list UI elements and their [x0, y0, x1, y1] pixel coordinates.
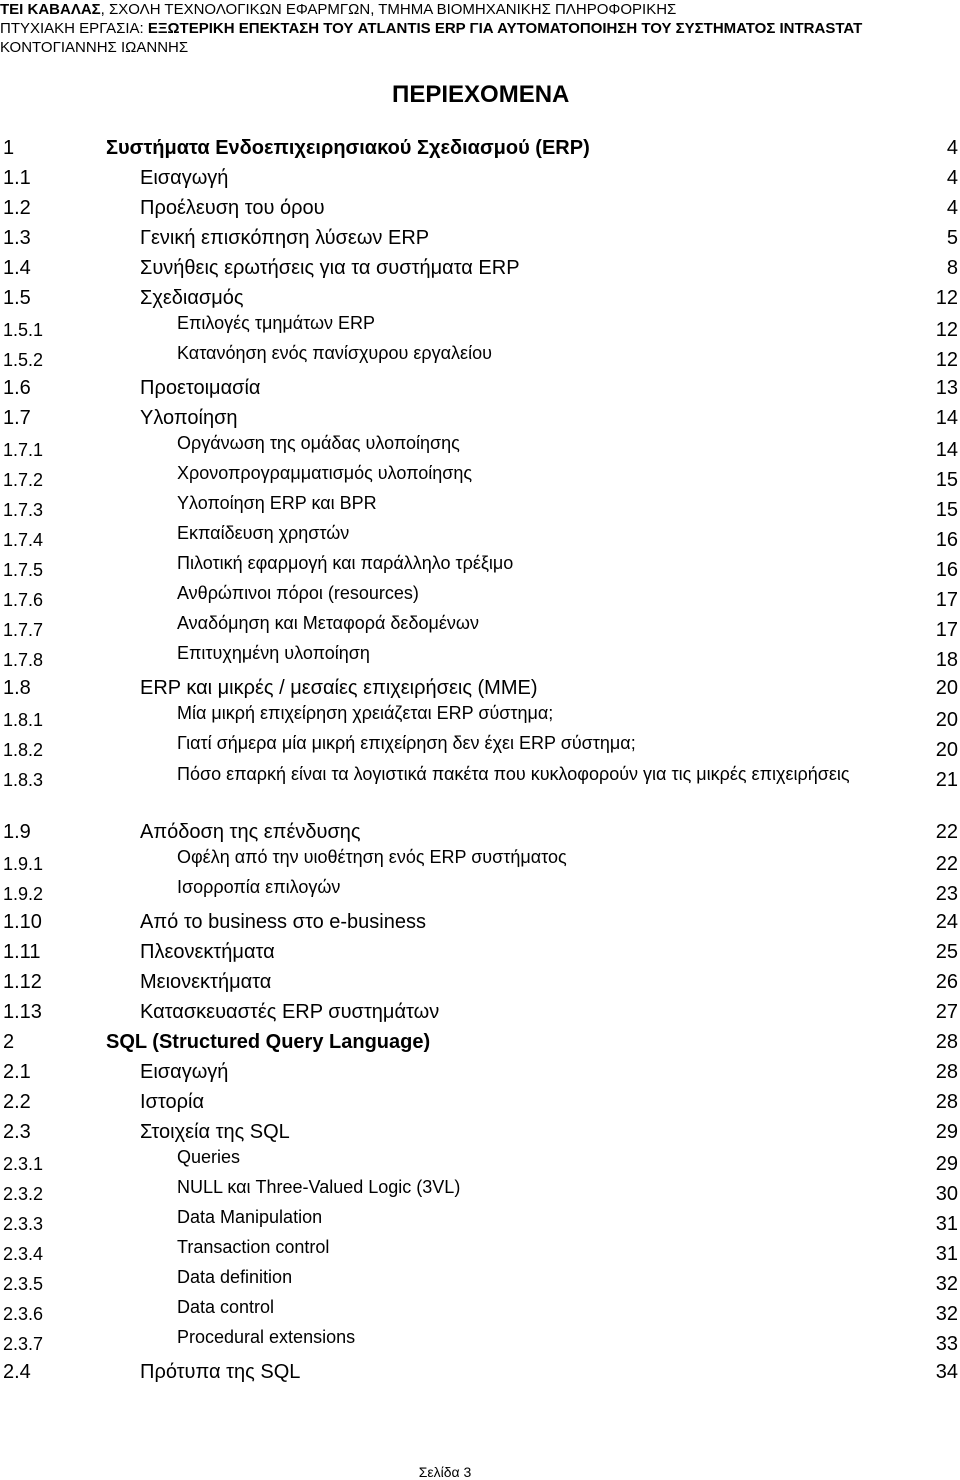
toc-entry-page: 29 — [935, 1121, 958, 1143]
toc-entry[interactable] — [0, 1116, 960, 1146]
toc-entry[interactable] — [0, 1236, 960, 1266]
toc-entry[interactable] — [0, 522, 960, 552]
toc-entry-title: Data control — [177, 1297, 275, 1317]
toc-entry-page: 8 — [946, 257, 958, 279]
toc-entry-page: 25 — [935, 941, 958, 963]
toc-entry-page: 17 — [935, 619, 958, 641]
toc-entry[interactable] — [0, 762, 960, 816]
toc-entry-page: 4 — [946, 137, 958, 159]
toc-entry-number: 1.12 — [3, 971, 42, 993]
toc-entry-title: Μειονεκτήματα — [140, 971, 272, 993]
toc-entry-page: 28 — [935, 1061, 958, 1083]
toc-entry-page: 21 — [935, 769, 958, 791]
toc-entry-number: 1.8.1 — [3, 710, 44, 730]
toc-entry-title: Πιλοτική εφαρμογή και παράλληλο τρέξιμο — [177, 553, 514, 573]
toc-entry[interactable] — [0, 402, 960, 432]
toc-entry-page: 12 — [935, 287, 958, 309]
toc-entry[interactable] — [0, 612, 960, 642]
toc-entry-page: 18 — [935, 649, 958, 671]
page-number: Σελίδα 3 — [418, 1464, 472, 1480]
toc-entry-title: Σχεδιασμός — [140, 287, 244, 309]
toc-entry[interactable] — [0, 906, 960, 936]
toc-entry[interactable] — [0, 342, 960, 372]
toc-entry-page: 32 — [935, 1273, 958, 1295]
toc-entry-page: 12 — [935, 319, 958, 341]
toc-entry-number: 1.5.2 — [3, 350, 44, 370]
toc-entry-page: 32 — [935, 1303, 958, 1325]
toc-entry-number: 1.1 — [3, 167, 31, 189]
toc-entry-number: 2.2 — [3, 1091, 31, 1113]
toc-entry[interactable] — [0, 1176, 960, 1206]
toc-entry-title: Εισαγωγή — [140, 167, 229, 189]
toc-entry-page: 12 — [935, 349, 958, 371]
toc-entry-number: 2 — [3, 1031, 15, 1053]
toc-heading: ΠΕΡΙΕΧΟΜΕΝΑ — [392, 81, 570, 108]
toc-entry[interactable] — [0, 1146, 960, 1176]
toc-entry[interactable] — [0, 732, 960, 762]
toc-entry[interactable] — [0, 252, 960, 282]
toc-entry-title: Ιστορία — [140, 1091, 205, 1113]
toc-entry[interactable] — [0, 492, 960, 522]
toc-entry-page: 14 — [935, 407, 958, 429]
toc-entry-page: 20 — [935, 739, 958, 761]
toc-entry-title: Γενική επισκόπηση λύσεων ERP — [140, 227, 430, 249]
toc-entry[interactable] — [0, 846, 960, 876]
toc-entry-page: 16 — [935, 529, 958, 551]
toc-entry-page: 27 — [935, 1001, 958, 1023]
toc-entry-page: 16 — [935, 559, 958, 581]
toc-entry-page: 14 — [935, 439, 958, 461]
toc-entry-title: Procedural extensions — [177, 1327, 356, 1347]
toc-entry-number: 1.7.6 — [3, 590, 44, 610]
toc-entry-number: 1.2 — [3, 197, 31, 219]
toc-entry[interactable] — [0, 432, 960, 462]
toc-entry-title: Μία μικρή επιχείρηση χρειάζεται ERP σύστημα; — [177, 703, 554, 723]
toc-entry-number: 1.7.3 — [3, 500, 44, 520]
header-thesis-title: ΕΞΩΤΕΡΙΚΗ ΕΠΕΚΤΑΣΗ ΤΟΥ ATLANTIS ERP ΓΙΑ ΑΥΤΟΜΑΤΟΠΟΙΗΣΗ ΤΟΥ ΣΥΣΤΗΜΑΤΟΣ INTRASTAT — [147, 20, 863, 37]
toc-entry[interactable] — [0, 996, 960, 1026]
toc-entry-title: ERP και μικρές / μεσαίες επιχειρήσεις (ΜΜΕ) — [140, 677, 538, 699]
toc-entry-number: 1.9.1 — [3, 854, 44, 874]
toc-entry-number: 2.3.7 — [3, 1334, 44, 1354]
toc-entry-number: 1.13 — [3, 1001, 42, 1023]
toc-entry-title: Απόδοση της επένδυσης — [140, 821, 361, 843]
toc-entry-title: Data definition — [177, 1267, 293, 1287]
toc-entry[interactable] — [0, 1206, 960, 1236]
toc-entry-number: 1.7.5 — [3, 560, 44, 580]
toc-entry-page: 15 — [935, 469, 958, 491]
toc-entry-page: 22 — [935, 853, 958, 875]
header-school-department: , ΣΧΟΛΗ ΤΕΧΝΟΛΟΓΙΚΩΝ ΕΦΑΡΜΓΩΝ, ΤΜΗΜΑ ΒΙΟΜΗΧΑΝΙΚΗΣ ΠΛΗΡΟΦΟΡΙΚΗΣ — [100, 1, 677, 18]
toc-entry-title: Εκπαίδευση χρηστών — [177, 523, 350, 543]
toc-entry[interactable] — [0, 1296, 960, 1326]
toc-entry-page: 13 — [935, 377, 958, 399]
toc-entry-page: 23 — [935, 883, 958, 905]
toc-entry[interactable] — [0, 1086, 960, 1116]
toc-entry[interactable] — [0, 1056, 960, 1086]
toc-entry-title: Κατανόηση ενός πανίσχυρου εργαλείου — [177, 343, 492, 363]
toc-entry[interactable] — [0, 936, 960, 966]
toc-entry-number: 1.9.2 — [3, 884, 44, 904]
toc-entry-number: 1.4 — [3, 257, 31, 279]
toc-entry[interactable] — [0, 192, 960, 222]
header-author: ΚΟΝΤΟΓΙΑΝΝΗΣ ΙΩΑΝΝΗΣ — [0, 39, 189, 56]
toc-entry-title: Εισαγωγή — [140, 1061, 229, 1083]
toc-entry-title: NULL και Three-Valued Logic (3VL) — [177, 1177, 461, 1197]
toc-entry-page: 17 — [935, 589, 958, 611]
toc-entry-number: 2.1 — [3, 1061, 31, 1083]
toc-entry-number: 1.10 — [3, 911, 42, 933]
toc-entry[interactable] — [0, 372, 960, 402]
toc-entry-title: Επιτυχημένη υλοποίηση — [177, 643, 370, 663]
toc-entry[interactable] — [0, 876, 960, 906]
toc-entry-number: 1.6 — [3, 377, 31, 399]
toc-entry-page: 20 — [935, 677, 958, 699]
toc-entry-page: 4 — [946, 167, 958, 189]
toc-entry[interactable] — [0, 1356, 960, 1386]
toc-entry-title: Transaction control — [177, 1237, 330, 1257]
toc-entry-number: 1.5 — [3, 287, 31, 309]
toc-entry-title: Από το business στο e-business — [140, 911, 426, 933]
toc-entry-page: 26 — [935, 971, 958, 993]
header-institution: ΤΕΙ ΚΑΒΑΛΑΣ — [0, 1, 101, 18]
toc-entry-title: Προετοιμασία — [140, 377, 261, 399]
toc-entry-page: 20 — [935, 709, 958, 731]
toc-entry[interactable] — [0, 282, 960, 312]
toc-entry-title: Ισορροπία επιλογών — [177, 877, 341, 897]
toc-entry-title: Κατασκευαστές ERP συστημάτων — [140, 1001, 440, 1023]
toc-entry-title: Πλεονεκτήματα — [140, 941, 275, 963]
toc-entry-page: 29 — [935, 1153, 958, 1175]
toc-entry-page: 28 — [935, 1031, 958, 1053]
toc-entry[interactable] — [0, 132, 960, 162]
toc-entry[interactable] — [0, 642, 960, 672]
toc-entry-number: 2.3.5 — [3, 1274, 44, 1294]
toc-entry[interactable] — [0, 1326, 960, 1356]
toc-entry[interactable] — [0, 816, 960, 846]
toc-entry-title: Υλοποίηση ERP και BPR — [177, 493, 377, 513]
toc-entry-number: 1.8.2 — [3, 740, 44, 760]
toc-entry-page: 33 — [935, 1333, 958, 1355]
toc-entry-number: 2.3.3 — [3, 1214, 44, 1234]
toc-entry-page: 30 — [935, 1183, 958, 1205]
toc-entry-number: 2.3 — [3, 1121, 31, 1143]
toc-entry-number: 1.7 — [3, 407, 31, 429]
toc-entry-number: 1.8 — [3, 677, 31, 699]
toc-entry-title: Ανθρώπινοι πόροι (resources) — [177, 583, 419, 603]
toc-entry[interactable] — [0, 222, 960, 252]
toc-entry-title: Αναδόμηση και Μεταφορά δεδομένων — [177, 613, 479, 633]
toc-entry-number: 2.3.2 — [3, 1184, 44, 1204]
toc-entry-title: Οφέλη από την υιοθέτηση ενός ERP συστήματος — [177, 847, 567, 867]
toc-entry-number: 2.3.4 — [3, 1244, 44, 1264]
toc-entry-title: Προέλευση του όρου — [140, 197, 325, 219]
toc-entry-number: 2.3.1 — [3, 1154, 44, 1174]
toc-entry-title: SQL (Structured Query Language) — [106, 1031, 431, 1053]
toc-entry-number: 1.7.7 — [3, 620, 44, 640]
toc-entry-page: 5 — [946, 227, 958, 249]
toc-entry-number: 1.7.2 — [3, 470, 44, 490]
toc-entry-number: 1.9 — [3, 821, 31, 843]
toc-entry-title: Πόσο επαρκή είναι τα λογιστικά πακέτα που κυκλοφορούν για τις μικρές επιχειρήσεις — [177, 764, 850, 784]
toc-entry-number: 1.7.4 — [3, 530, 44, 550]
toc-entry[interactable] — [0, 582, 960, 612]
toc-entry[interactable] — [0, 1266, 960, 1296]
toc-entry-page: 24 — [935, 911, 958, 933]
toc-entry-number: 1 — [3, 137, 15, 159]
toc-entry-title: Οργάνωση της ομάδας υλοποίησης — [177, 433, 460, 453]
toc-entry[interactable] — [0, 702, 960, 732]
toc-entry-title: Γιατί σήμερα μία μικρή επιχείρηση δεν έχει ERP σύστημα; — [177, 733, 636, 753]
toc-entry-page: 34 — [935, 1361, 958, 1383]
toc-entry-page: 31 — [935, 1213, 958, 1235]
toc-entry-number: 2.3.6 — [3, 1304, 44, 1324]
toc-entry[interactable] — [0, 966, 960, 996]
toc-entry-title: Χρονοπρογραμματισμός υλοποίησης — [177, 463, 473, 483]
toc-entry-page: 28 — [935, 1091, 958, 1113]
toc-entry-title: Επιλογές τμημάτων ERP — [177, 313, 376, 333]
toc-entry-number: 1.3 — [3, 227, 31, 249]
toc-entry-number: 1.7.1 — [3, 440, 44, 460]
toc-entry-number: 1.5.1 — [3, 320, 44, 340]
toc-entry[interactable] — [0, 552, 960, 582]
toc-entry-page: 4 — [946, 197, 958, 219]
toc-entry[interactable] — [0, 672, 960, 702]
toc-entry-title: Πρότυπα της SQL — [140, 1361, 301, 1383]
header-thesis-label: ΠΤΥΧΙΑΚΗ ΕΡΓΑΣΙΑ: — [0, 20, 148, 37]
page-footer — [0, 1464, 960, 1480]
toc-entry-number: 1.8.3 — [3, 770, 44, 790]
toc-entry-title: Συστήματα Ενδοεπιχειρησιακού Σχεδιασμού (ERP) — [106, 137, 590, 159]
toc-entry-title: Queries — [177, 1147, 241, 1167]
toc-entry-page: 22 — [935, 821, 958, 843]
toc-entry-page: 31 — [935, 1243, 958, 1265]
toc-entry-title: Υλοποίηση — [140, 407, 238, 429]
toc-entry-title: Στοιχεία της SQL — [140, 1121, 290, 1143]
toc-entry[interactable] — [0, 1026, 960, 1056]
toc-entry-number: 2.4 — [3, 1361, 31, 1383]
toc-entry-number: 1.7.8 — [3, 650, 44, 670]
toc-entry-number: 1.11 — [3, 941, 41, 963]
toc-entry[interactable] — [0, 162, 960, 192]
toc-entry[interactable] — [0, 312, 960, 342]
toc-entry-title: Data Manipulation — [177, 1207, 323, 1227]
toc-entry-title: Συνήθεις ερωτήσεις για τα συστήματα ERP — [140, 257, 520, 279]
toc-entry[interactable] — [0, 462, 960, 492]
toc-entry-page: 15 — [935, 499, 958, 521]
